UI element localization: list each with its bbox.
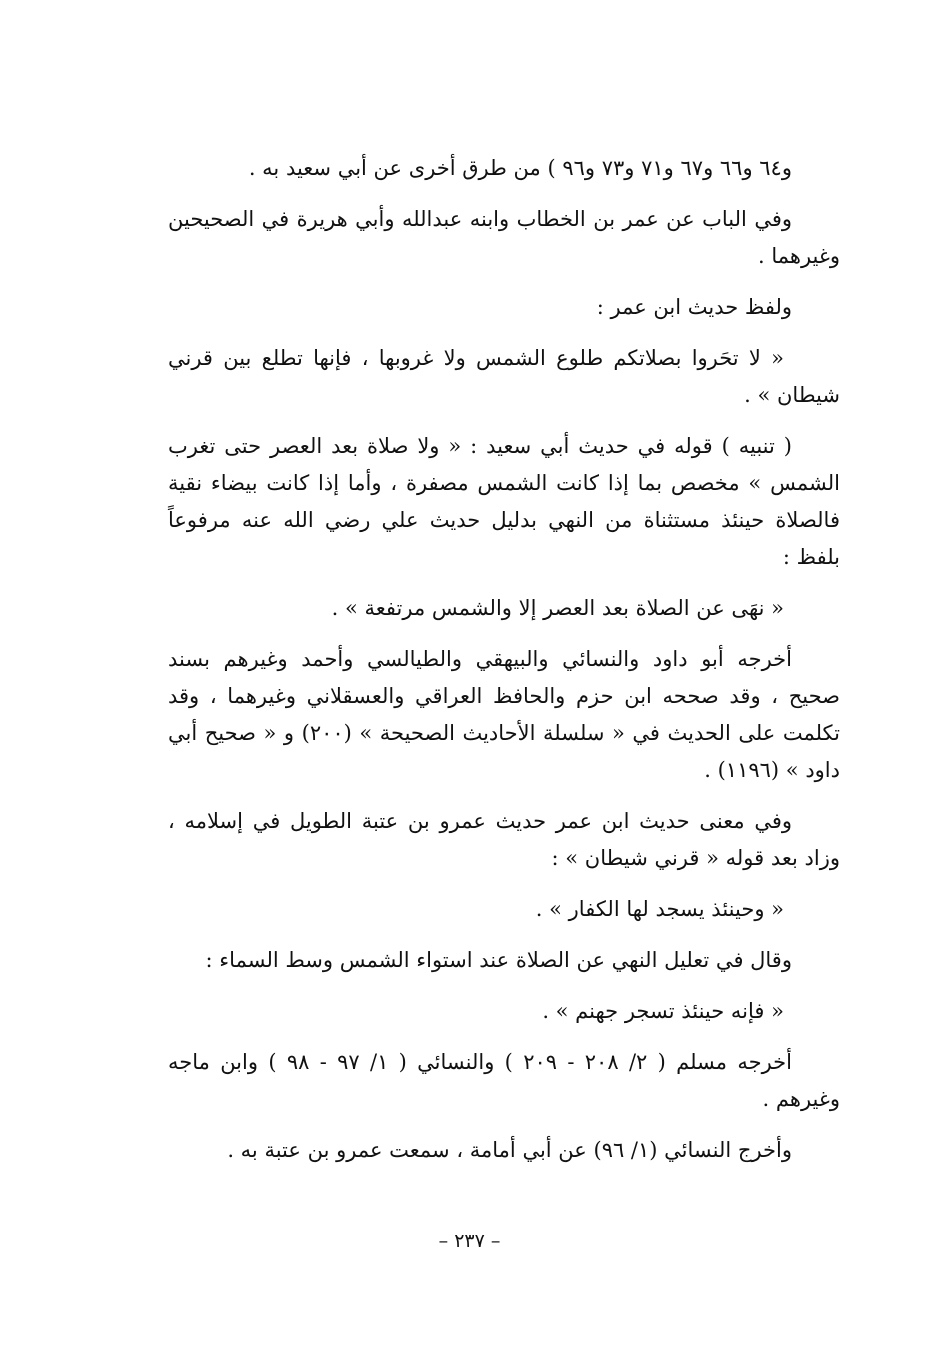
body-text — [168, 150, 840, 1183]
paragraph-sources-continued: و٦٤ و٦٦ و٦٧ و٧١ و٧٣ و٩٦ ) من طرق أخرى عن أبي سعيد به . — [248, 156, 792, 180]
paragraph-note: ( تنبيه ) قوله في حديث أبي سعيد : « ولا صلاة بعد العصر حتى تغرب الشمس » مخصص بما إذا كانت الشمس مصفرة ، وأما إذا كانت بيضاء نقية فالصلاة حينئذ مستثناة من النهي بدليل حديث علي رضي الله عنه مرفوعاً بلفظ : — [168, 434, 840, 569]
paragraph-amr-bin-abasa: وفي معنى حديث ابن عمر حديث عمرو بن عتبة الطويل في إسلامه ، وزاد بعد قوله « قرني شيطان » : — [168, 809, 840, 870]
paragraph-takhrij-abu-dawud: أخرجه أبو داود والنسائي والبيهقي والطيالسي وأحمد وغيرهم بسند صحيح ، وقد صححه ابن حزم والحافظ العراقي والعسقلاني وغيرهما ، وقد تكلمت على الحديث في « سلسلة الأحاديث الصحيحة » (٢٠٠) و « صحيح أبي داود » (١١٩٦) . — [168, 647, 841, 782]
paragraph-chapter-narrators: وفي الباب عن عمر بن الخطاب وابنه عبدالله وأبي هريرة في الصحيحين وغيرهما . — [168, 207, 840, 268]
quote-jahannam: « فإنه حينئذ تسجر جهنم » . — [542, 999, 784, 1023]
quote-kuffar-prostrate: « وحينئذ يسجد لها الكفار » . — [535, 897, 784, 921]
paragraph-ibn-umar-intro: ولفظ حديث ابن عمر : — [596, 295, 792, 319]
paragraph-zenith-reason: وقال في تعليل النهي عن الصلاة عند استواء الشمس وسط السماء : — [205, 948, 792, 972]
page-number: – ٢٣٧ – — [438, 1230, 501, 1252]
quote-ali-hadith: « نهَى عن الصلاة بعد العصر إلا والشمس مرتفعة » . — [331, 596, 784, 620]
paragraph-takhrij-nasai: وأخرج النسائي (١/ ٩٦) عن أبي أمامة ، سمعت عمرو بن عتبة به . — [227, 1138, 792, 1162]
paragraph-takhrij-muslim: أخرجه مسلم ( ٢/ ٢٠٨ - ٢٠٩ ) والنسائي ( ١/ ٩٧ - ٩٨ ) وابن ماجه وغيرهم . — [168, 1050, 840, 1111]
quote-ibn-umar-hadith: « لا تحَروا بصلاتكم طلوع الشمس ولا غروبها ، فإنها تطلع بين قرني شيطان » . — [168, 346, 840, 407]
